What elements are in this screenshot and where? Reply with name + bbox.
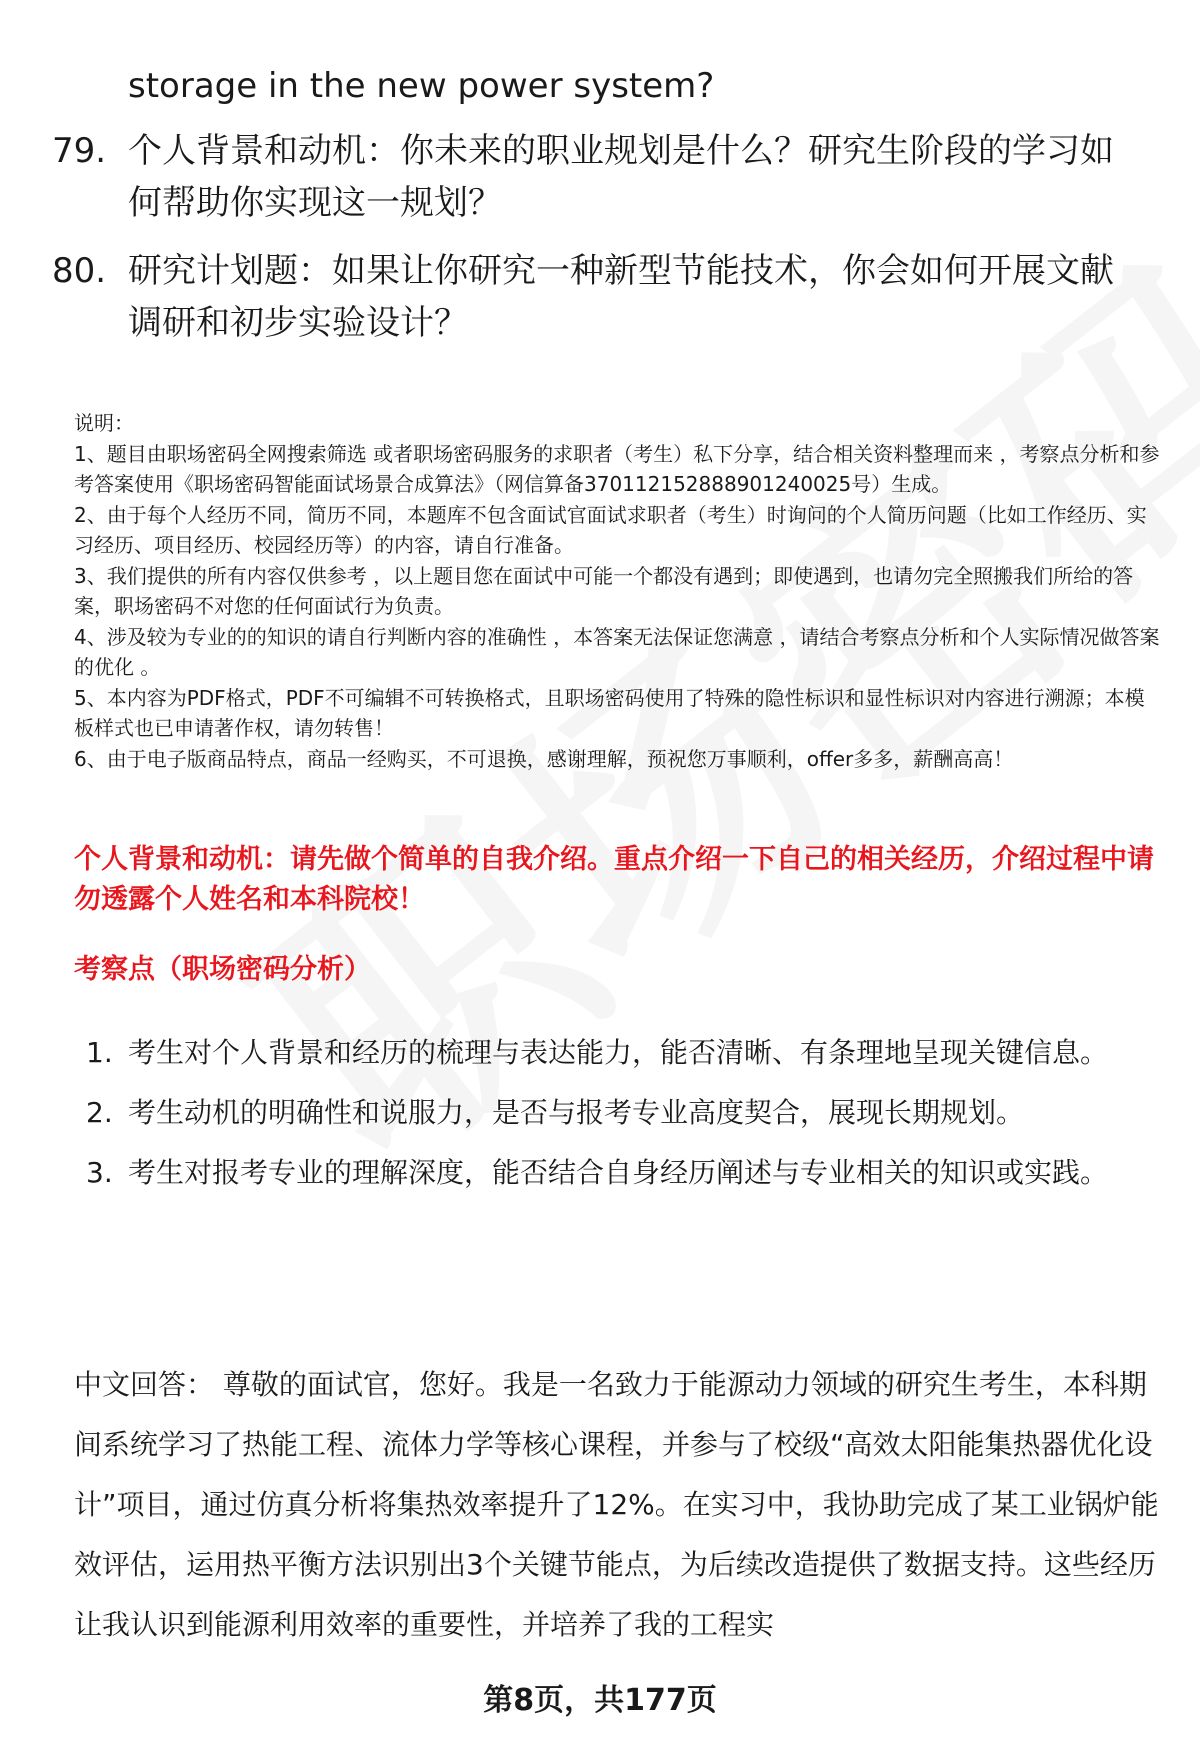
question-number: 79. — [52, 131, 107, 171]
note-item: 3、我们提供的所有内容仅供参考 ，以上题目您在面试中可能一个都没有遇到；即使遇到，也请勿完全照搬我们所给的答案，职场密码不对您的任何面试行为负责。 — [74, 563, 1134, 618]
notes-section — [74, 408, 1164, 774]
page-footer: 第8页，共177页 — [483, 1683, 717, 1718]
notes-title: 说明： — [74, 411, 134, 435]
point-number: 1. — [86, 1036, 113, 1069]
point-text: 考生对个人背景和经历的梳理与表达能力，能否清晰、有条理地呈现关键信息。 — [128, 1036, 1109, 1069]
point-number: 2. — [86, 1096, 113, 1129]
section-question: 个人背景和动机：请先做个简单的自我介绍。重点介绍一下自己的相关经历，介绍过程中请勿透露个人姓名和本科院校！ — [74, 844, 1154, 915]
answer-paragraph: 中文回答： 尊敬的面试官，您好。我是一名致力于能源动力领域的研究生考生，本科期间系统学习了热能工程、流体力学等核心课程，并参与了校级“高效太阳能集热器优化设计”项目，通过仿真分析将集热效率提升了12%。在实习中，我协助完成了某工业锅炉能效评估，运用热平衡方法识别出3个关键节能点，为后续改造提供了数据支持。这些经历让我认识到能源利用效率的重要性，并培养了我的工程实 — [74, 1368, 1159, 1641]
question-item — [52, 245, 1152, 349]
analysis-point — [86, 1025, 1166, 1081]
question-text: 研究计划题：如果让你研究一种新型节能技术，你会如何开展文献调研和初步实验设计？ — [128, 251, 1114, 343]
question-item — [52, 125, 1152, 229]
note-item: 5、本内容为PDF格式，PDF不可编辑不可转换格式，且职场密码使用了特殊的隐性标识和显性标识对内容进行溯源；本模板样式也已申请著作权，请勿转售！ — [74, 685, 1145, 740]
note-item: 2、由于每个人经历不同，简历不同，本题库不包含面试官面试求职者（考生）时询问的个人简历问题（比如工作经历、实习经历、项目经历、校园经历等）的内容，请自行准备。 — [74, 502, 1147, 557]
point-number: 3. — [86, 1156, 113, 1189]
note-item: 1、题目由职场密码全网搜索筛选 或者职场密码服务的求职者（考生）私下分享，结合相关资料整理而来 ，考察点分析和参考答案使用《职场密码智能面试场景合成算法》（网信算备37011215288890124002​5号）生成。 — [74, 441, 1160, 496]
point-text: 考生对报考专业的理解深度，能否结合自身经历阐述与专业相关的知识或实践。 — [128, 1156, 1109, 1189]
question-text: 个人背景和动机：你未来的职业规划是什么？研究生阶段的学习如何帮助你实现这一规划？ — [128, 131, 1114, 223]
analysis-point — [86, 1085, 1166, 1141]
analysis-point — [86, 1145, 1166, 1201]
analysis-title: 考察点（职场密码分析） — [74, 954, 371, 985]
point-text: 考生动机的明确性和说服力，是否与报考专业高度契合，展现长期规划。 — [128, 1096, 1025, 1129]
note-item: 6、由于电子版商品特点，商品一经购买，不可退换，感谢理解，预祝您万事顺利，offer多多，薪酬高高！ — [74, 746, 1014, 771]
analysis-points — [86, 1025, 1166, 1205]
note-item: 4、涉及较为专业的的知识的请自行判断内容的准确性 ，本答案无法保证您满意 ，请结合考察点分析和个人实际情况做答案的优化 。 — [74, 624, 1160, 679]
question-number: 80. — [52, 251, 107, 291]
question-continuation: storage in the new power system? — [128, 66, 715, 106]
